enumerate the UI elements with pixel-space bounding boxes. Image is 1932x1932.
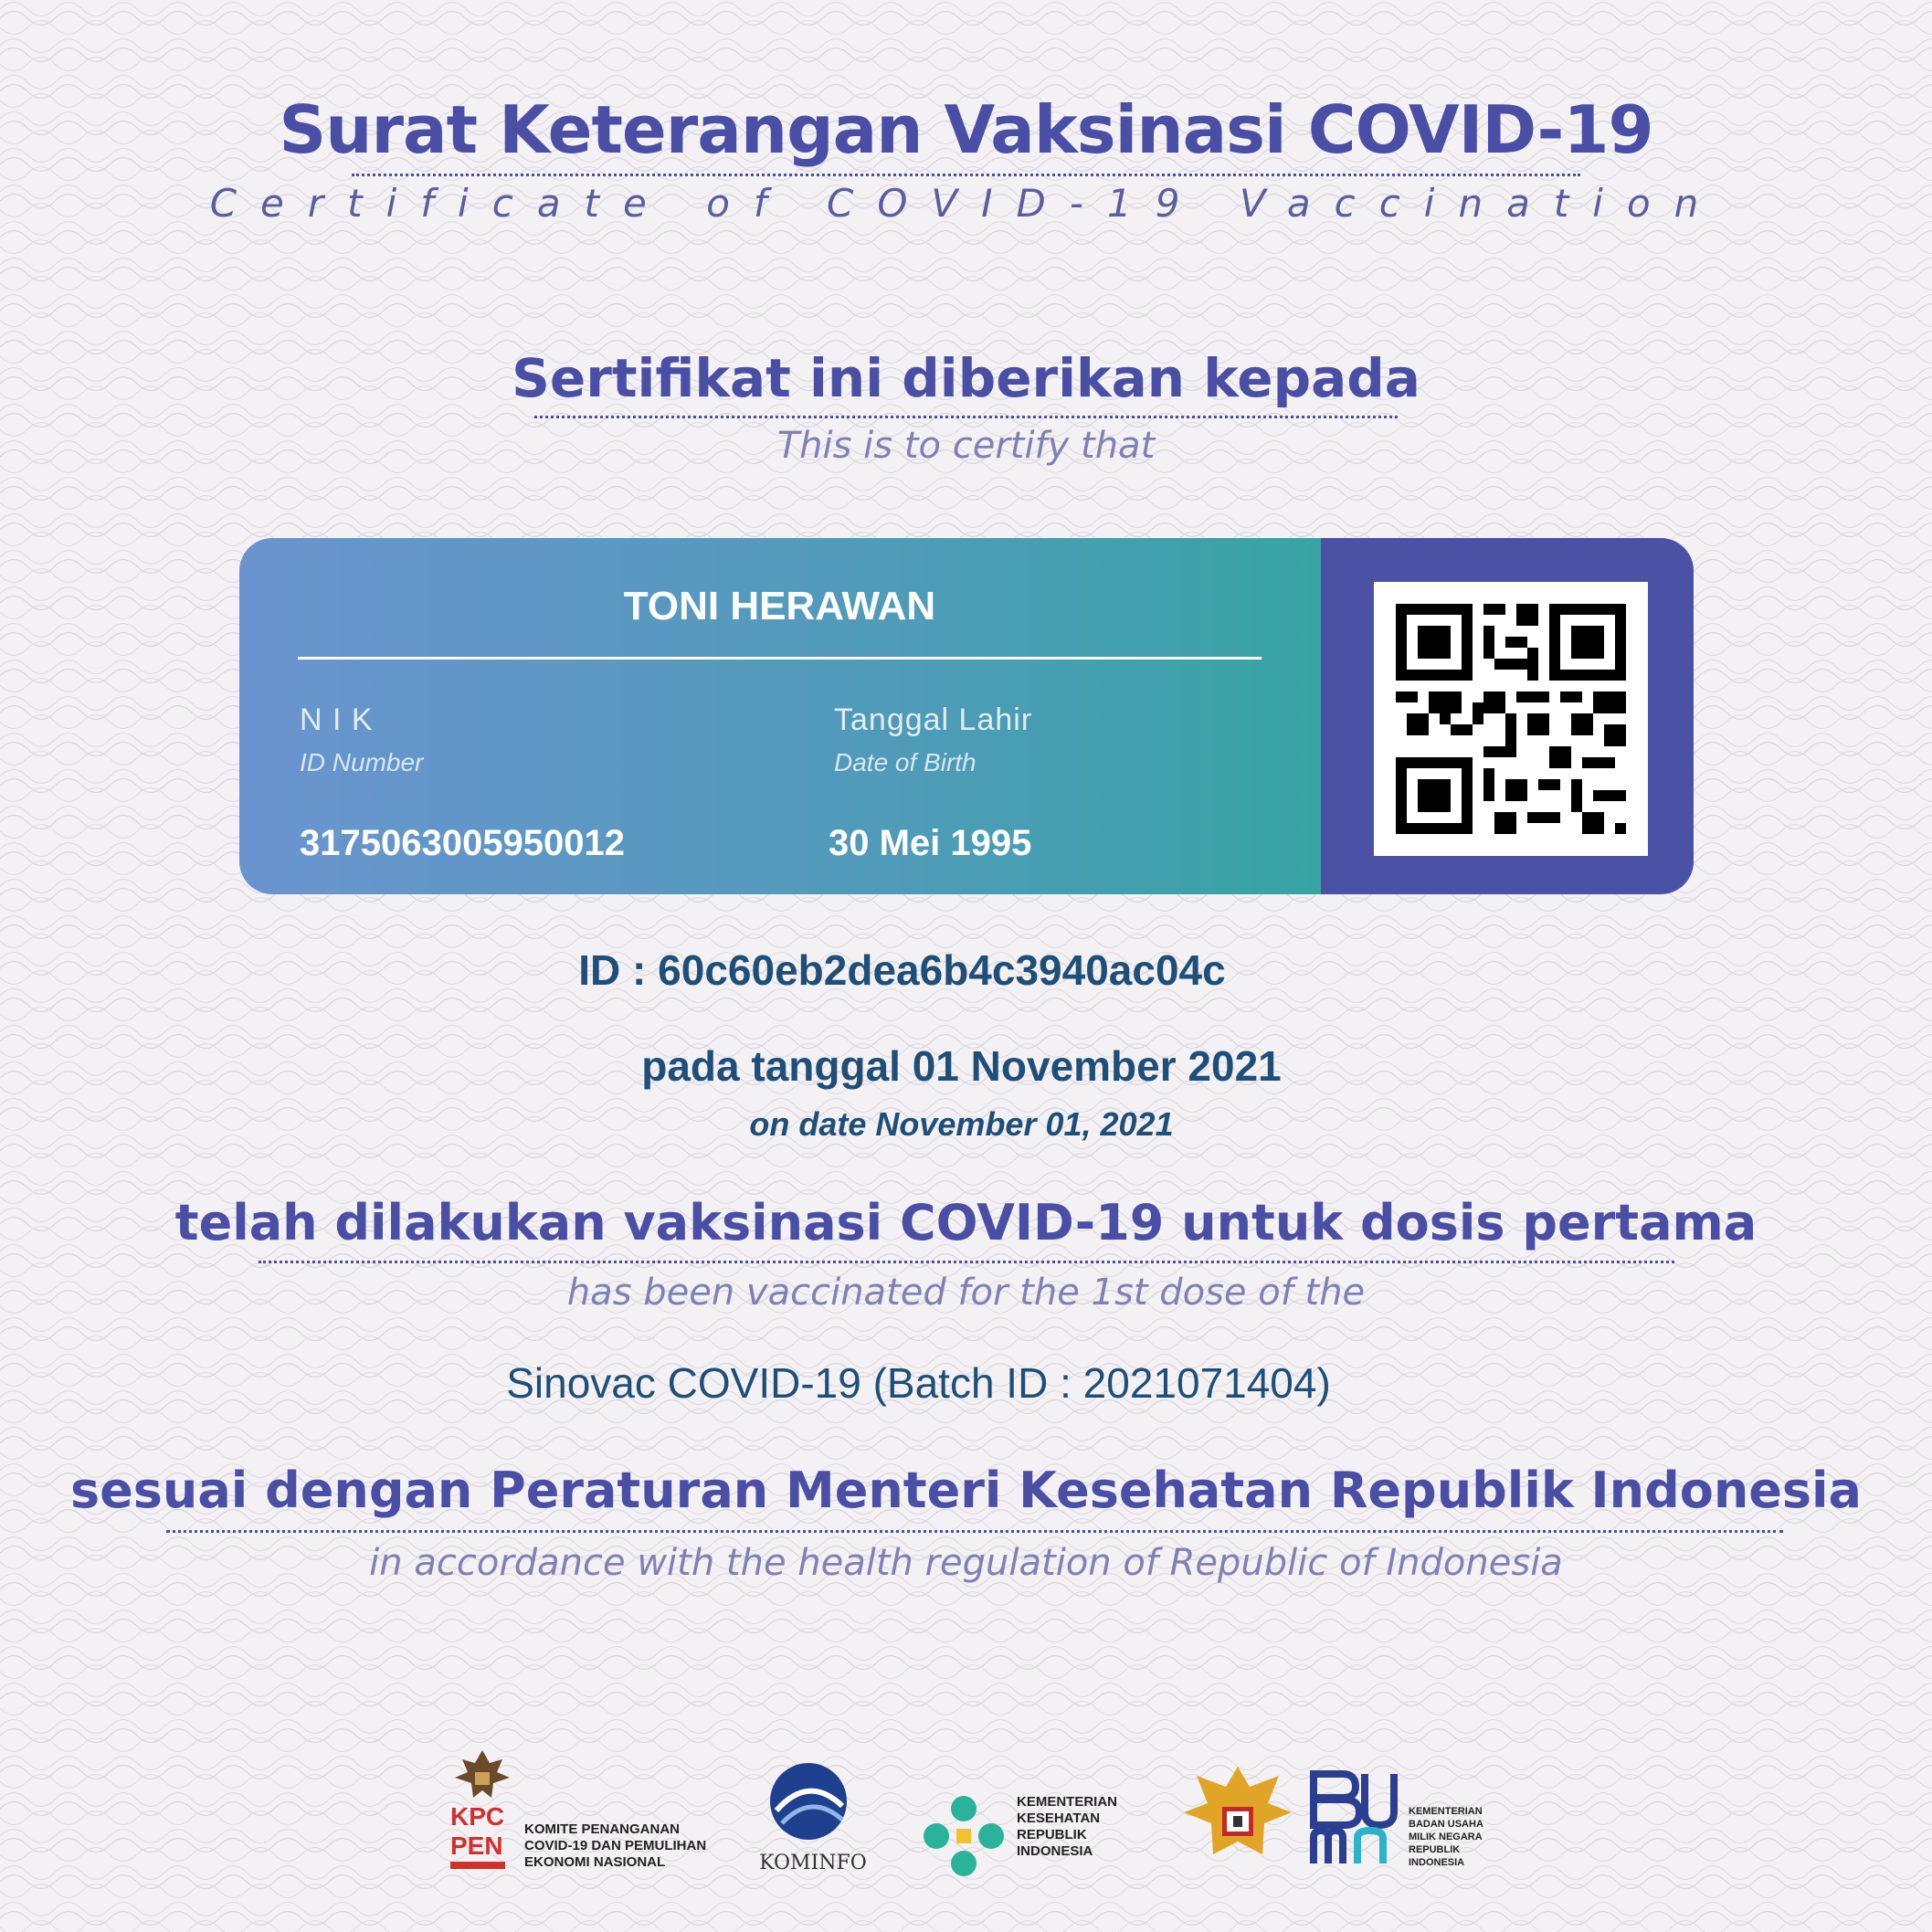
kemenkes-emblem-icon (918, 1790, 1009, 1882)
qr-code-icon (1374, 582, 1648, 856)
title-divider (352, 174, 1580, 176)
regulation-title: sesuai dengan Peraturan Menteri Kesehatan Republik Indonesia (70, 1462, 1862, 1519)
qr-code (1374, 582, 1648, 856)
kominfo-emblem-icon (758, 1756, 859, 1856)
certificate-title: Surat Keterangan Vaksinasi COVID-19 (279, 91, 1653, 168)
svg-text:KPC: KPC (450, 1802, 505, 1831)
kominfo-text: KOMINFO (759, 1852, 867, 1874)
holder-name: TONI HERAWAN (623, 584, 936, 628)
nik-value: 3175063005950012 (300, 823, 625, 863)
regulation-subtitle: in accordance with the health regulation of Republic of Indonesia (369, 1542, 1563, 1584)
garuda-pancasila-icon (1178, 1759, 1297, 1878)
vaccination-date: pada tanggal 01 November 2021 (641, 1042, 1282, 1090)
dob-value: 30 Mei 1995 (829, 823, 1032, 863)
name-divider (298, 657, 1262, 660)
dob-sublabel: Date of Birth (834, 748, 977, 776)
kpcpen-logo (446, 1743, 720, 1880)
nik-sublabel: ID Number (300, 748, 424, 776)
kpcpen-text: KOMITE PENANGANAN COVID-19 DAN PEMULIHAN EKONOMI NASIONAL (524, 1821, 707, 1870)
svg-text:PEN: PEN (450, 1832, 503, 1860)
regulation-divider (166, 1530, 1783, 1533)
dose-divider (259, 1261, 1674, 1263)
dob-label: Tanggal Lahir (834, 702, 1033, 737)
qr-panel (1321, 538, 1694, 894)
vaccine-batch: Sinovac COVID-19 (Batch ID : 2021071404) (506, 1359, 1331, 1407)
dose-title: telah dilakukan vaksinasi COVID-19 untuk dosis pertama (174, 1194, 1758, 1251)
vaccination-date-en: on date November 01, 2021 (749, 1105, 1174, 1143)
kemenkes-text: KEMENTERIAN KESEHATAN REPUBLIK INDONESIA (1017, 1794, 1118, 1859)
certify-title: Sertifikat ini diberikan kepada (512, 347, 1420, 409)
bumn-text: KEMENTERIAN BADAN USAHA MILIK NEGARA REPUBLIK INDONESIA (1409, 1806, 1483, 1868)
garuda-logo (1178, 1759, 1297, 1878)
logo-row (0, 1726, 1932, 1891)
certificate-subtitle: Certificate of COVID-19 Vaccination (209, 181, 1723, 226)
kemenkes-logo (918, 1790, 1137, 1891)
bumn-logo (1306, 1765, 1516, 1884)
kominfo-logo (758, 1756, 868, 1893)
certify-divider (534, 416, 1398, 418)
dose-subtitle: has been vaccinated for the 1st dose of the (566, 1272, 1366, 1314)
bumn-emblem-icon (1306, 1765, 1407, 1874)
identity-card (239, 538, 1694, 894)
kpcpen-mark-icon (450, 1798, 514, 1880)
nik-label: N I K (300, 702, 374, 737)
certify-subtitle: This is to certify that (776, 425, 1156, 467)
certificate-id: ID : 60c60eb2dea6b4c3940ac04c (578, 946, 1226, 994)
